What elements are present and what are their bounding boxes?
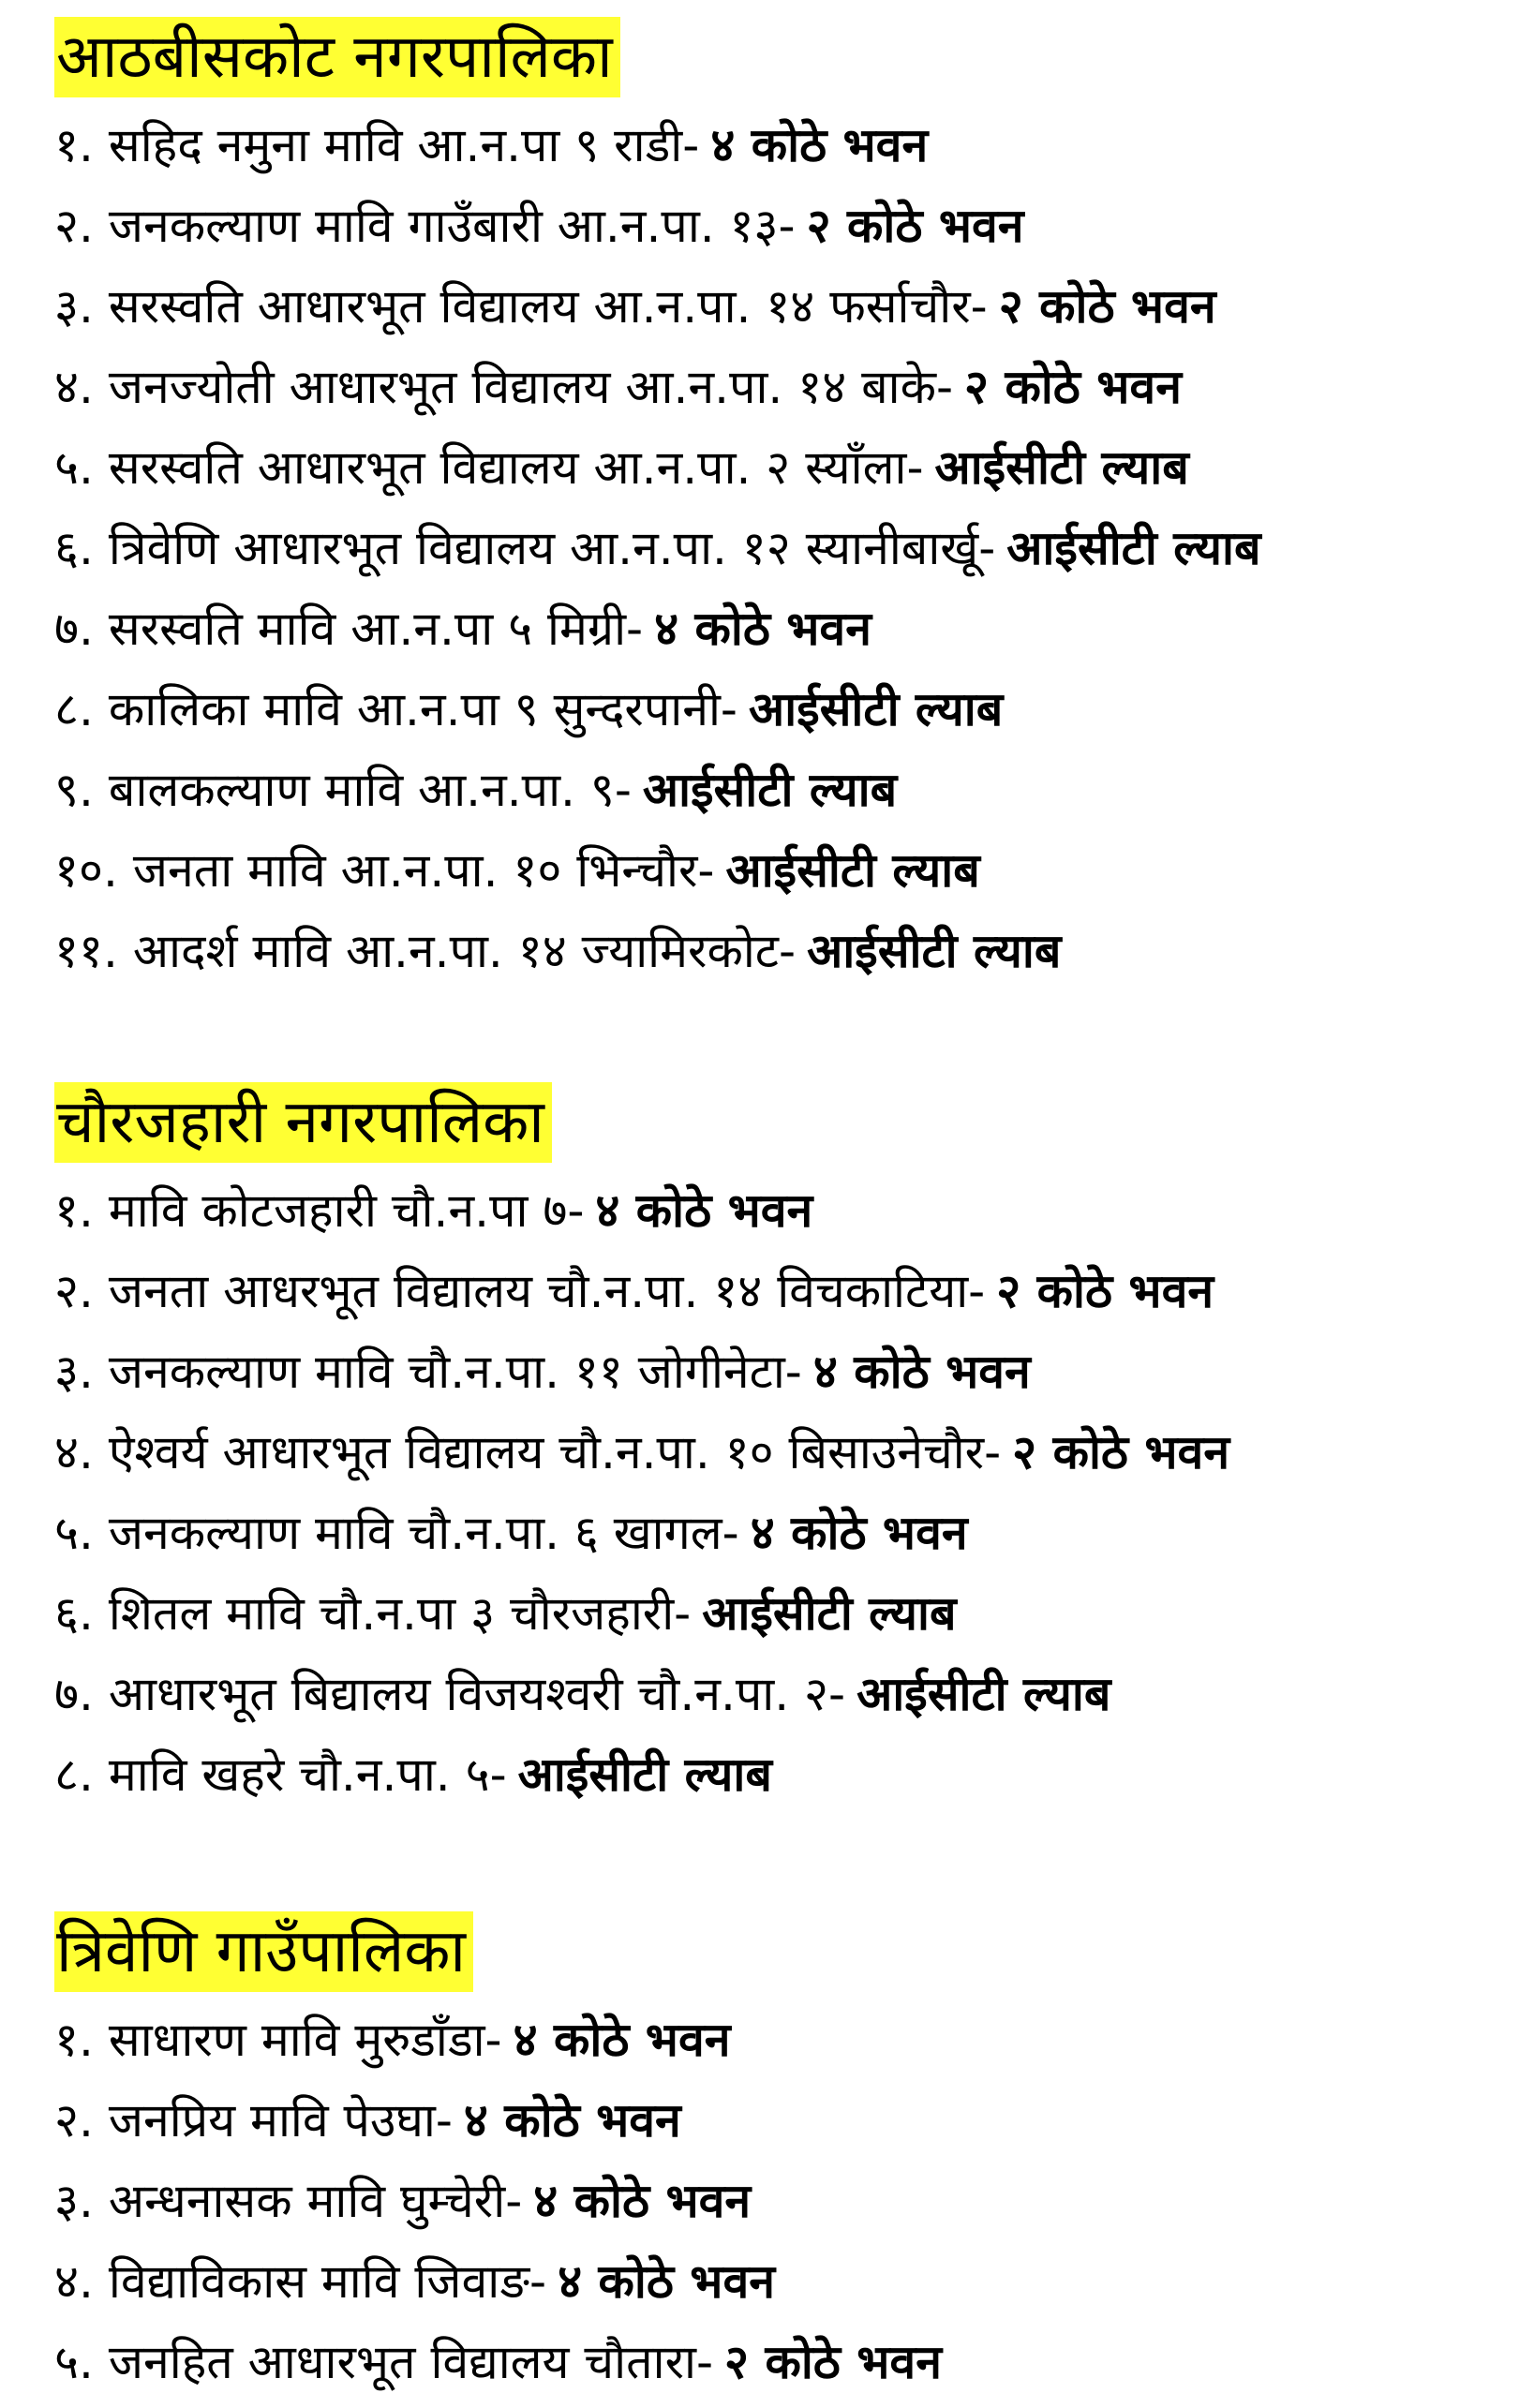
school-name: जनता आधरभूत विद्यालय चौ.न.पा. १४ विचकाटिया- bbox=[108, 1264, 986, 1318]
list-item bbox=[54, 2241, 1516, 2322]
list-item bbox=[54, 2322, 1516, 2402]
facility-label: ४ कोठे भवन bbox=[750, 1506, 968, 1560]
list-item bbox=[54, 266, 1516, 347]
facility-label: २ कोठे भवन bbox=[724, 2335, 942, 2389]
facility-label: ४ कोठे भवन bbox=[595, 1183, 813, 1238]
facility-label: आईसीटी ल्याब bbox=[856, 1667, 1111, 1721]
list-item bbox=[54, 508, 1516, 588]
school-name: विद्याविकास मावि जिवाङ- bbox=[108, 2254, 547, 2309]
school-list bbox=[54, 105, 1516, 991]
school-name: शितल मावि चौ.न.पा ३ चौरजहारी- bbox=[108, 1586, 692, 1641]
school-name: जनज्योती आधारभूत विद्यालय आ.न.पा. १४ बाके- bbox=[108, 360, 954, 414]
list-item bbox=[54, 588, 1516, 669]
item-number: ७. bbox=[54, 1667, 94, 1721]
item-number: ८. bbox=[54, 1747, 94, 1802]
facility-label: आईसीटी ल्याब bbox=[702, 1586, 957, 1641]
facility-label: ४ कोठे भवन bbox=[533, 2174, 752, 2228]
school-name: सहिद नमुना मावि आ.न.पा ९ राडी- bbox=[108, 118, 700, 172]
facility-label: २ कोठे भवन bbox=[964, 360, 1182, 414]
school-name: सरस्वति मावि आ.न.पा ५ मिग्री- bbox=[108, 602, 644, 656]
list-item bbox=[54, 1251, 1516, 1331]
facility-label: आईसीटी ल्याब bbox=[642, 763, 898, 817]
school-name: सरस्वति आधारभूत विद्यालय आ.न.पा. १४ फर्साचौर- bbox=[108, 279, 988, 334]
section-triveni bbox=[54, 1911, 1516, 2402]
facility-label: २ कोठे भवन bbox=[996, 1264, 1214, 1318]
list-item bbox=[54, 1654, 1516, 1734]
school-name: जनहित आधारभूत विद्यालय चौतारा- bbox=[108, 2335, 714, 2389]
facility-label: आईसीटी ल्याब bbox=[1006, 521, 1261, 575]
facility-label: २ कोठे भवन bbox=[1012, 1425, 1230, 1479]
facility-label: ४ कोठे भवन bbox=[812, 1345, 1031, 1399]
list-item bbox=[54, 427, 1516, 508]
facility-label: २ कोठे भवन bbox=[806, 199, 1024, 253]
item-number: ३. bbox=[54, 2174, 94, 2228]
list-item bbox=[54, 1573, 1516, 1654]
school-list bbox=[54, 1999, 1516, 2402]
list-item bbox=[54, 911, 1516, 991]
section-heading: आठबीसकोट नगरपालिका bbox=[54, 17, 620, 97]
item-number: ३. bbox=[54, 1345, 94, 1399]
facility-label: आईसीटी ल्याब bbox=[725, 843, 980, 898]
school-name: आदर्श मावि आ.न.पा. १४ ज्यामिरकोट- bbox=[132, 924, 797, 978]
facility-label: ४ कोठे भवन bbox=[558, 2254, 776, 2309]
item-number: ७. bbox=[54, 602, 94, 656]
item-number: ८. bbox=[54, 682, 94, 736]
list-item bbox=[54, 1412, 1516, 1493]
school-name: जनकल्याण मावि गाउँबारी आ.न.पा. १३- bbox=[108, 199, 796, 253]
item-number: २. bbox=[54, 199, 94, 253]
list-item bbox=[54, 105, 1516, 186]
school-name: कालिका मावि आ.न.पा ९ सुन्दरपानी- bbox=[108, 682, 737, 736]
section-heading: चौरजहारी नगरपालिका bbox=[54, 1082, 552, 1163]
item-number: १. bbox=[54, 2013, 94, 2067]
item-number: २. bbox=[54, 2093, 94, 2148]
list-item bbox=[54, 750, 1516, 830]
item-number: ४. bbox=[54, 1425, 94, 1479]
list-item bbox=[54, 186, 1516, 266]
item-number: ५. bbox=[54, 2335, 94, 2389]
list-item bbox=[54, 669, 1516, 750]
school-name: मावि खहरे चौ.न.पा. ५- bbox=[108, 1747, 507, 1802]
facility-label: ४ कोठे भवन bbox=[654, 602, 871, 656]
item-number: ६. bbox=[54, 1586, 94, 1641]
list-item bbox=[54, 2161, 1516, 2241]
item-number: ९. bbox=[54, 763, 94, 817]
facility-label: आईसीटी ल्याब bbox=[517, 1747, 772, 1802]
facility-label: ४ कोठे भवन bbox=[513, 2013, 731, 2067]
item-number: १०. bbox=[54, 843, 118, 898]
item-number: ६. bbox=[54, 521, 94, 575]
facility-label: आईसीटी ल्याब bbox=[748, 682, 1004, 736]
school-name: जनता मावि आ.न.पा. १० भिन्चौर- bbox=[132, 843, 715, 898]
list-item bbox=[54, 1734, 1516, 1815]
list-item bbox=[54, 1331, 1516, 1412]
item-number: ११. bbox=[54, 924, 118, 978]
list-item bbox=[54, 2080, 1516, 2161]
item-number: १. bbox=[54, 1183, 94, 1238]
facility-label: ४ कोठे भवन bbox=[463, 2093, 681, 2148]
facility-label: आईसीटी ल्याब bbox=[934, 440, 1189, 495]
school-name: सरस्वति आधारभूत विद्यालय आ.न.पा. २ स्याँला- bbox=[108, 440, 924, 495]
item-number: ५. bbox=[54, 440, 94, 495]
school-name: त्रिवेणि आधारभूत विद्यालय आ.न.पा. १२ स्यानीबार्खू- bbox=[108, 521, 996, 575]
school-name: जनप्रिय मावि पेउघा- bbox=[108, 2093, 453, 2148]
list-item bbox=[54, 830, 1516, 911]
school-name: जनकल्याण मावि चौ.न.पा. ६ खागल- bbox=[108, 1506, 739, 1560]
list-item bbox=[54, 1170, 1516, 1251]
section-chaurjahari bbox=[54, 1082, 1516, 1815]
school-name: मावि कोटजहारी चौ.न.पा ७- bbox=[108, 1183, 585, 1238]
school-name: आधारभूत बिद्यालय विजयश्वरी चौ.न.पा. २- bbox=[108, 1667, 846, 1721]
list-item bbox=[54, 347, 1516, 427]
school-name: ऐश्वर्य आधारभूत विद्यालय चौ.न.पा. १० बिसाउनेचौर- bbox=[108, 1425, 1002, 1479]
school-name: अन्धनासक मावि घुम्चेरी- bbox=[108, 2174, 523, 2228]
item-number: १. bbox=[54, 118, 94, 172]
facility-label: आईसीटी ल्याब bbox=[807, 924, 1062, 978]
section-heading: त्रिवेणि गाउँपालिका bbox=[54, 1911, 473, 1992]
school-name: जनकल्याण मावि चौ.न.पा. ११ जोगीनेटा- bbox=[108, 1345, 802, 1399]
item-number: ३. bbox=[54, 279, 94, 334]
section-athbiskot bbox=[54, 17, 1516, 991]
list-item bbox=[54, 1999, 1516, 2080]
item-number: ४. bbox=[54, 360, 94, 414]
facility-label: २ कोठे भवन bbox=[998, 279, 1216, 334]
school-list bbox=[54, 1170, 1516, 1815]
school-name: साधारण मावि मुरुडाँडा- bbox=[108, 2013, 502, 2067]
school-name: बालकल्याण मावि आ.न.पा. ९- bbox=[108, 763, 632, 817]
item-number: ५. bbox=[54, 1506, 94, 1560]
list-item bbox=[54, 1493, 1516, 1573]
item-number: २. bbox=[54, 1264, 94, 1318]
facility-label: ४ कोठे भवन bbox=[710, 118, 929, 172]
item-number: ४. bbox=[54, 2254, 94, 2309]
